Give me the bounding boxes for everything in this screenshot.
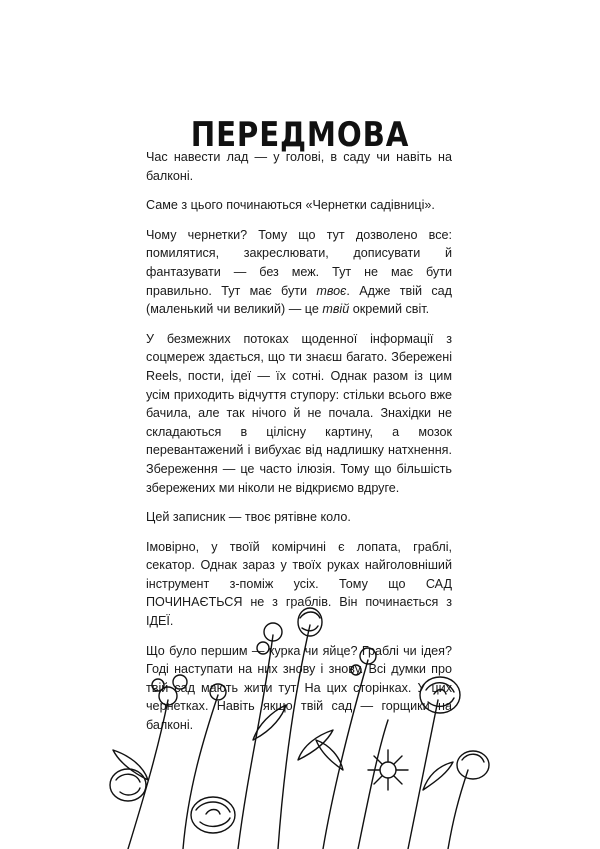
stem-1 [128, 700, 168, 849]
stem-4 [278, 625, 310, 849]
paragraph-3-emphasis-b: твій [322, 302, 350, 317]
bud-8 [351, 665, 361, 675]
bud-2 [152, 679, 164, 691]
paragraph-5: Цей записник — твоє рятівне коло. [146, 510, 351, 525]
paragraph-3-text-a: Чому чернетки? Тому що тут дозволено все: помилятися, закреслювати, дописувати й фантазувати — без меж. Тут не має бути правильно. Тут має бути [146, 227, 452, 298]
leaf-3 [298, 730, 333, 760]
page-title: ПЕРЕДМОВА [190, 114, 410, 155]
rose-left-petals [116, 774, 140, 795]
bud-3 [173, 675, 187, 689]
paragraph-4: У безмежних потоках щоденної інформації з соцмереж здається, що ти знаєш багато. Збережені Reels, пости, ідеї — їх сотні. Однак разом із цим усім приходить відчуття ступору: стільки всього вже бачила, але так нічого й не почала. Знахідки не складаються в цілісну картину, а мозок перевантажений і вибухає від надлишку натхнення. Збереження — це часто ілюзія. Тому що більшість збережених ми ніколи не відкриємо вдруге. [146, 331, 452, 495]
paragraph-3-text-b: . Адже твій сад (маленький чи великий) — це [146, 283, 452, 317]
flower-right-bottom-petals [462, 754, 484, 762]
stem-5 [323, 660, 368, 849]
paragraph-7: Що було першим — курка чи яйце? Граблі чи ідея? Годі наступати на них знову і знову. Всі думки про твій сад мають жити тут. На цих сторінках. У цих чернетках. Навіть якщо твій сад — горщики на балконі. [146, 643, 452, 733]
rose-bottom-petals [196, 802, 230, 826]
bud-4 [210, 684, 226, 700]
paragraph-3-text-c: окремий світ. [349, 302, 430, 317]
paragraph-3-emphasis-a: твоє [316, 283, 347, 298]
stem-8 [448, 770, 468, 849]
paragraph-3 [146, 226, 452, 319]
daisy-petals [368, 750, 408, 790]
paragraph-1: Час навести лад — у голові, в саду чи навіть на балконі. [146, 150, 452, 183]
stem-6 [358, 720, 388, 849]
stem-7 [408, 700, 438, 849]
leaf-2 [253, 705, 286, 740]
bud-6 [257, 642, 269, 654]
leaf-5 [423, 762, 453, 790]
flowers-illustration [88, 600, 528, 849]
flower-right-bottom [457, 751, 489, 779]
stem-3 [238, 635, 273, 849]
leaf-4 [316, 740, 343, 770]
paragraph-2: Саме з цього починаються «Чернетки садівниці». [146, 198, 435, 213]
paragraph-6: Імовірно, у твоїй комірчині є лопата, граблі, секатор. Однак зараз у твоїх руках найголовніший інструмент з-поміж усіх. Тому що САД ПОЧИНАЄТЬСЯ не з граблів. Він починається з ІДЕЇ. [146, 539, 452, 629]
peony-right-petals [426, 683, 454, 707]
